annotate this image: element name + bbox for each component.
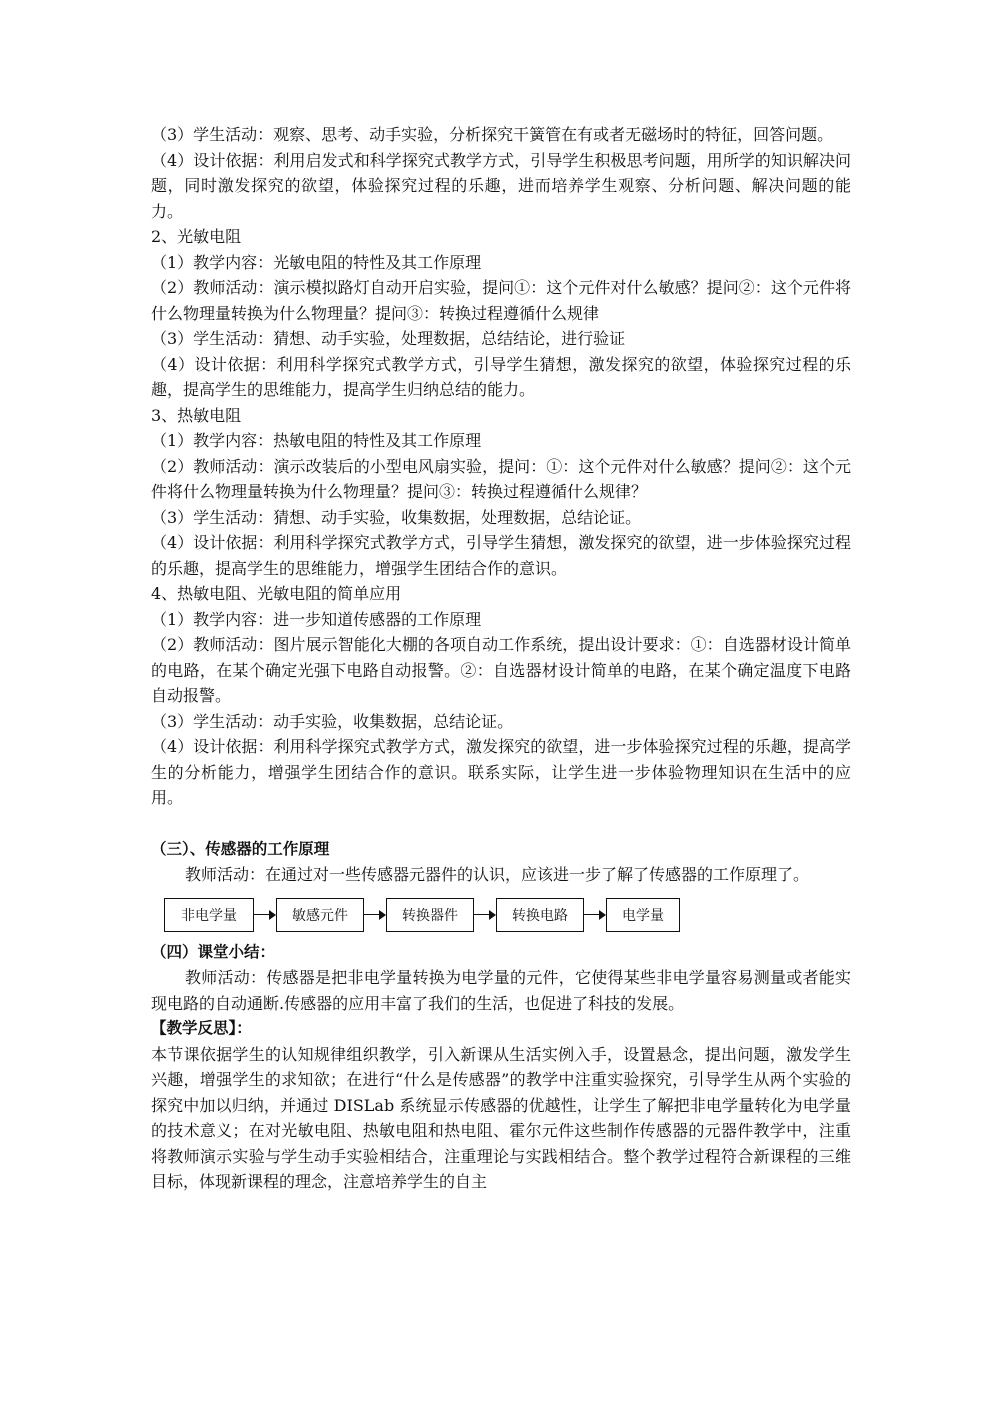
flow-arrow <box>474 909 496 921</box>
thermistor-student-activity: （3）学生活动：猜想、动手实验，收集数据，处理数据，总结论证。 <box>151 507 642 527</box>
reflection-text: 本节课依据学生的认知规律组织教学，引入新课从生活实例入手，设置悬念，提出问题，激发学生兴趣，增强学生的求知欲；在进行“什么是传感器”的教学中注重实验探究，引导学生从两个实验的探究中加以归纳，并通过 DISLab 系统显示传感器的优越性，让学生了解把非电学量转化为电学量的技术意义；在对光敏电阻、热敏电阻和热电阻、霍尔元件这些制作传感器的元器件教学中，注重将教师演示实验与学生动手实验相结合，注重理论与实践相结合。整个教学过程符合新课程的三维目标，体现新课程的理念，注意培养学生的自主 <box>151 1044 851 1191</box>
flow-arrow <box>364 909 386 921</box>
thermistor-design-basis: （4）设计依据：利用科学探究式教学方式，引导学生猜想，激发探究的欲望，进一步体验探究过程的乐趣，提高学生的思维能力，增强学生团结合作的意识。 <box>151 533 851 578</box>
flow-box-non-electrical-quantity: 非电学量 <box>164 898 254 932</box>
photoresistor-teacher-activity: （2）教师活动：演示模拟路灯自动开启实验，提问①：这个元件对什么敏感？提问②：这个元件将什么物理量转换为什么物理量？提问③：转换过程遵循什么规律 <box>151 278 851 323</box>
application-content: （1）教学内容：进一步知道传感器的工作原理 <box>151 609 482 629</box>
flow-arrow <box>254 909 276 921</box>
section-heading-summary: （四）课堂小结： <box>151 942 276 961</box>
section-heading-photoresistor: 2、光敏电阻 <box>151 227 242 246</box>
item1-student-activity: （3）学生活动：观察、思考、动手实验，分析探究干簧管在有或者无磁场时的特征，回答问题。 <box>151 125 834 144</box>
document-page <box>151 122 851 1195</box>
working-principle-text: 教师活动：在通过对一些传感器元器件的认识，应该进一步了解了传感器的工作原理了。 <box>185 865 810 884</box>
section-heading-working-principle: （三）、传感器的工作原理 <box>151 839 330 858</box>
item1-design-basis: （4）设计依据：利用启发式和科学探究式教学方式，引导学生积极思考问题，用所学的知识解决问题，同时激发探究的欲望，体验探究过程的乐趣，进而培养学生观察、分析问题、解决问题的能力。 <box>151 150 851 221</box>
photoresistor-design-basis: （4）设计依据：利用科学探究式教学方式，引导学生猜想，激发探究的欲望，体验探究过程的乐趣，提高学生的思维能力，提高学生归纳总结的能力。 <box>151 354 851 399</box>
application-design-basis: （4）设计依据：利用科学探究式教学方式，激发探究的欲望，进一步体验探究过程的乐趣，提高学生的分析能力，增强学生团结合作的意识。联系实际，让学生进一步体验物理知识在生活中的应用。 <box>151 737 851 807</box>
flow-box-sensitive-element: 敏感元件 <box>276 898 364 932</box>
summary-text: 教师活动：传感器是把非电学量转换为电学量的元件，它使得某些非电学量容易测量或者能实现电路的自动通断.传感器的应用丰富了我们的生活，也促进了科技的发展。 <box>151 968 851 1013</box>
flow-box-conversion-device: 转换器件 <box>386 898 474 932</box>
section-heading-application: 4、热敏电阻、光敏电阻的简单应用 <box>151 584 402 603</box>
flow-box-conversion-circuit: 转换电路 <box>496 898 584 932</box>
flow-box-electrical-quantity: 电学量 <box>606 898 680 932</box>
section-heading-thermistor: 3、热敏电阻 <box>151 405 242 425</box>
thermistor-teacher-activity: （2）教师活动：演示改装后的小型电风扇实验，提问：①：这个元件对什么敏感？提问②：这个元件将什么物理量转换为什么物理量？提问③：转换过程遵循什么规律？ <box>151 456 851 501</box>
application-student-activity: （3）学生活动：动手实验，收集数据，总结论证。 <box>151 711 514 731</box>
sensor-flow-diagram <box>164 896 851 934</box>
flow-arrow <box>584 909 606 921</box>
photoresistor-content: （1）教学内容：光敏电阻的特性及其工作原理 <box>151 252 482 272</box>
spacer <box>151 811 851 837</box>
thermistor-content: （1）教学内容：热敏电阻的特性及其工作原理 <box>151 431 482 450</box>
application-teacher-activity: （2）教师活动：图片展示智能化大棚的各项自动工作系统，提出设计要求：①：自选器材设计简单的电路，在某个确定光强下电路自动报警。②：自选器材设计简单的电路，在某个确定温度下电路自动报警。 <box>151 635 851 705</box>
photoresistor-student-activity: （3）学生活动：猜想、动手实验，处理数据，总结结论，进行验证 <box>151 329 626 348</box>
section-heading-reflection: 【教学反思】： <box>151 1019 252 1037</box>
